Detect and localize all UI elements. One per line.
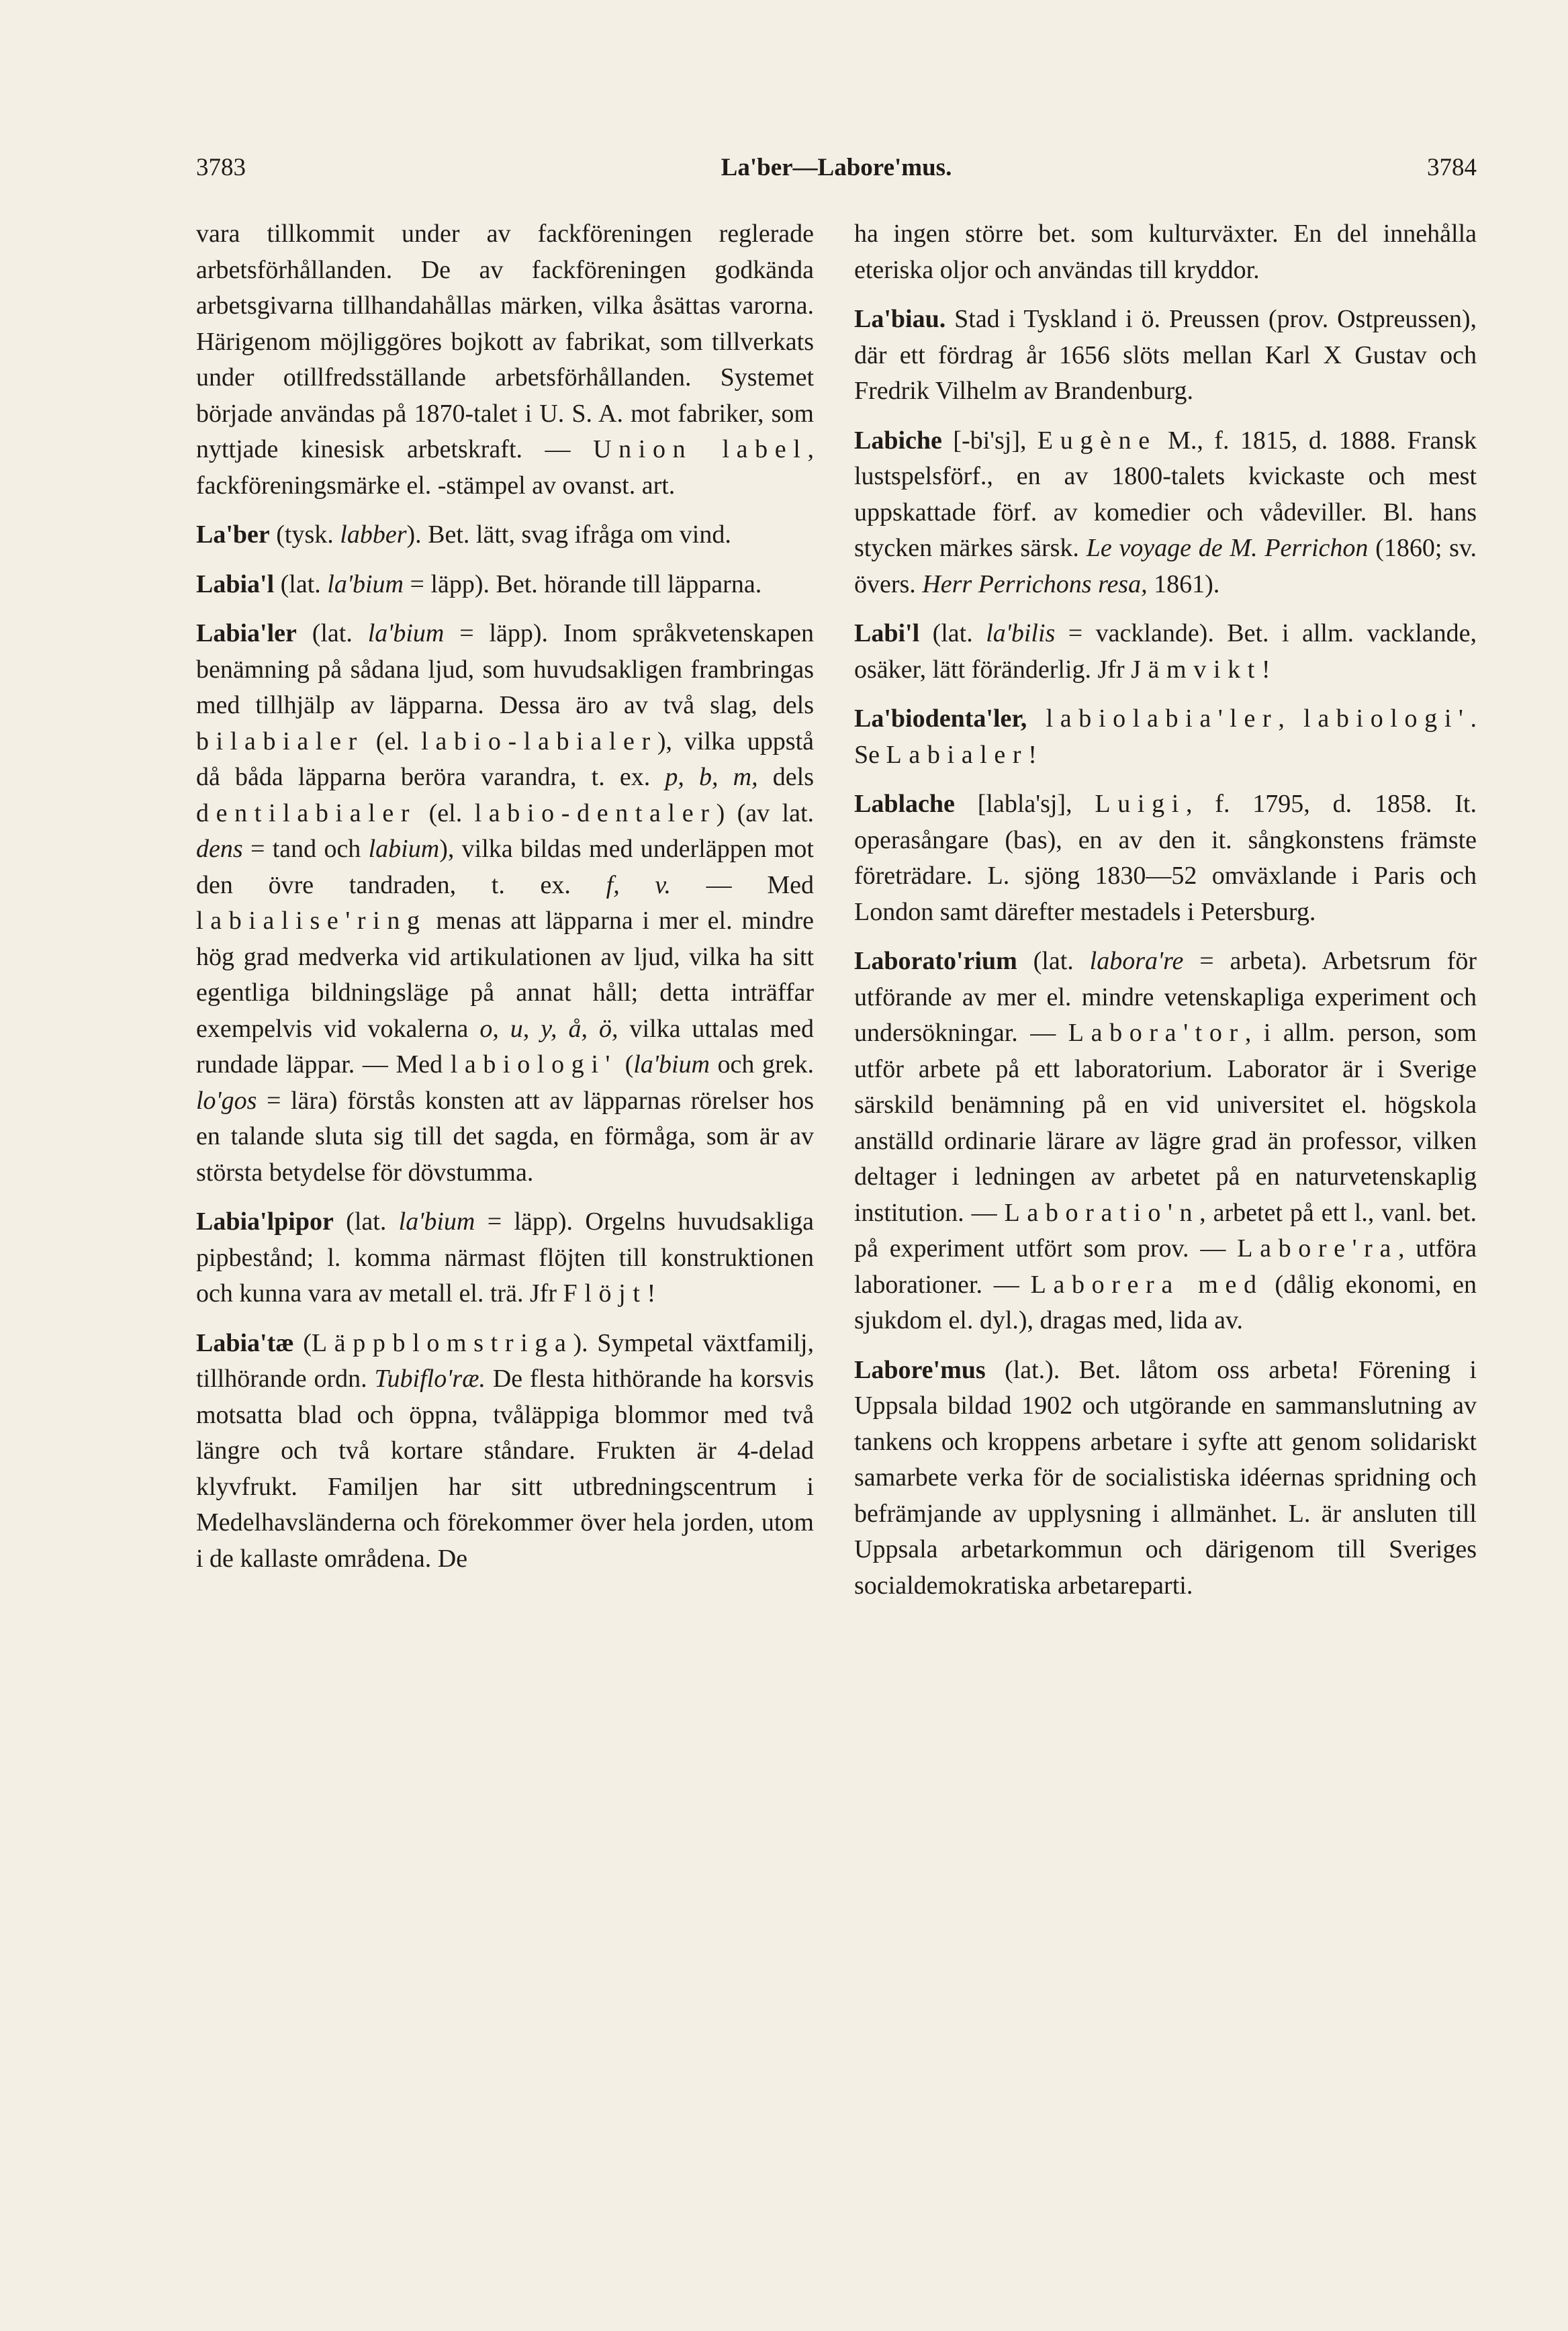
spaced-term: Jämvikt <box>1131 655 1262 684</box>
entry-text: Stad i Tyskland i ö. Preussen (prov. Ostpreussen), där ett fördrag år 1656 slöts mellan Karl X Gustav och Fredrik Vilhelm av Brandenburg. <box>854 305 1477 405</box>
italic-term: dens <box>196 835 243 863</box>
entry-text: ), vilka bildas med underläppen mot den övre tandraden, t. ex. <box>196 835 814 899</box>
italic-term: labber <box>340 520 407 549</box>
entry-text: (lat. <box>333 1207 399 1236</box>
entry-text: [labla'sj], <box>954 790 1095 818</box>
entry-text: ! <box>1028 740 1037 769</box>
italic-term: la'bilis <box>986 619 1056 647</box>
entry-text: ). Sympetal växtfamilj, tillhörande ordn. <box>196 1328 814 1393</box>
entry-text: — Med <box>670 870 815 899</box>
italic-term: o, u, y, å, ö, <box>479 1014 618 1043</box>
spaced-term: Laborera med <box>1030 1270 1264 1299</box>
headword: Labia'tæ <box>196 1328 294 1357</box>
italic-term: lo'gos <box>196 1086 257 1115</box>
entry-text: = läpp). Inom språkvetenskapen benämning på sådana ljud, som huvudsakligen frambringas med tillhjälp av läpparna. Dessa äro av två slag, dels <box>196 619 815 719</box>
headword: La'biau. <box>854 305 946 333</box>
italic-term: Le voyage de M. Perrichon <box>1086 534 1369 562</box>
entry-text: vara tillkommit under av fackföreningen reglerade arbetsförhållanden. De av fackföreningen godkända arbetsgivarna tillhandahållas märken, vilka åsättas varorna. Härigenom möjliggöres bojkott av fabrikat, som tillverkats under otillfredsställande arbetsförhållanden. Systemet började användas på 1870-talet i U. S. A. mot fabriker, som nyttjade kinesisk arbetskraft. — <box>196 220 814 463</box>
italic-term: la'bium <box>327 569 404 598</box>
spaced-term: Eugène <box>1037 426 1157 455</box>
italic-term: la'bium <box>398 1207 475 1236</box>
entry-labiatae <box>196 1326 814 1578</box>
entry-text: ) (av lat. <box>716 798 814 827</box>
spaced-term: Labora'tor <box>1068 1019 1245 1047</box>
entry-laboremus <box>854 1353 1477 1604</box>
right-column <box>854 216 1477 1604</box>
entry-text: De flesta hithörande ha korsvis motsatta blad och öppna, tvåläppiga blommor med två längre och två kortare ståndare. Frukten är 4-delad klyvfrukt. Familjen har sitt utbredningscentrum i Medelhavsländerna och förekommer över hela jorden, utom i de kallaste områdena. De <box>196 1365 814 1573</box>
headword: La'biodenta'ler, <box>854 704 1027 733</box>
running-title: La'ber—Labore'mus. <box>721 154 952 181</box>
entry-text: = tand och <box>242 835 369 863</box>
spaced-term: Flöjt <box>563 1279 647 1308</box>
entry-text: (tysk. <box>269 520 340 549</box>
spaced-term: labio-dentaler <box>474 798 717 827</box>
headword: Laborato'rium <box>854 947 1017 975</box>
italic-term: la'bium <box>367 619 445 647</box>
italic-term: Tubiflo'ræ. <box>374 1365 486 1393</box>
entry-text: ). Bet. lätt, svag ifråga om vind. <box>406 520 731 549</box>
entry-text: ), vilka uppstå då båda läpparna beröra varandra, t. ex. <box>196 727 814 791</box>
entry-text: = vacklande). Bet. i allm. vacklande, osäker, lätt föränderlig. Jfr <box>854 619 1477 684</box>
headword: La'ber <box>196 520 270 549</box>
entry-labil <box>854 616 1477 688</box>
italic-term: f, v. <box>606 870 671 899</box>
entry-text: , arbetet på ett l., vanl. bet. på experiment utfört som prov. — <box>854 1198 1477 1263</box>
entry-laboratorium <box>854 944 1477 1339</box>
entry-labialer <box>196 616 814 1191</box>
entry-text: = lära) förstås konsten att av läpparnas rörelser hos en talande sluta sig till det sagda, en förmåga, som är av största betydelse för dövstumma. <box>196 1086 814 1187</box>
spaced-term: Union label <box>593 435 808 463</box>
entry-text: , utföra laborationer. — <box>854 1234 1477 1299</box>
entry-labiche <box>854 423 1477 603</box>
entry-text: = läpp). Orgelns huvudsakliga pipbestånd; l. komma närmast flöjten till konstruktionen och kunna vara av metall el. trä. Jfr <box>196 1207 814 1308</box>
page-number-right: 3784 <box>1427 154 1477 181</box>
italic-term: labium <box>368 835 440 863</box>
spaced-term: Laboratio'n <box>1004 1198 1200 1227</box>
headword: Labia'ler <box>196 619 297 647</box>
entry-text: , i allm. person, som utför arbete på ett laboratorium. Laborator är i Sverige särskild benämning på en vid universitet el. högskola anställd ordinarie lärare av lägre grad än professor, vilken deltager i ledningen av arbetet på en naturvetenskaplig institution. — <box>854 1019 1477 1227</box>
entry-lablache <box>854 786 1477 930</box>
entry-text: dels <box>757 763 815 791</box>
entry-text: [-bi'sj], <box>941 426 1037 455</box>
entry-labialpipor <box>196 1204 814 1312</box>
entry-labiau <box>854 302 1477 410</box>
entry-text: och grek. <box>709 1050 815 1079</box>
entry-continuation-left <box>196 216 814 504</box>
spaced-term: labiolabia'ler <box>1046 704 1279 733</box>
page-header <box>196 153 1477 193</box>
entry-text: = arbeta). Arbetsrum för utförande av mer el. mindre vetenskapliga experiment och undersökningar. — <box>854 947 1477 1047</box>
spaced-term: labialise'ring <box>196 907 427 935</box>
spaced-term: Läppblomstriga <box>311 1328 573 1357</box>
page-number-left: 3783 <box>196 154 246 181</box>
entry-text: (lat.). Bet. låtom oss arbeta! Förening i Uppsala bildad 1902 och utgörande en sammanslutning av tankens och kroppens arbetare i syfte att genom solidariskt samarbete verka för de socialistiska idéernas spridning och befrämjande av upplysning i allmänhet. L. är ansluten till Uppsala arbetarkommun och därigenom till Sveriges socialdemokratiska arbetareparti. <box>854 1355 1477 1600</box>
entry-text: , fackföreningsmärke el. -stämpel av ovanst. art. <box>196 435 815 500</box>
headword: Labiche <box>854 426 942 455</box>
entry-text: 1861). <box>1147 569 1220 598</box>
headword: Labia'lpipor <box>196 1207 334 1236</box>
spaced-term: dentilabialer <box>196 798 417 827</box>
entry-text: ( <box>293 1328 312 1357</box>
entry-text: ! <box>1261 655 1271 684</box>
entry-text: , f. 1795, d. 1858. It. operasångare (bas), en av den it. sångkonstens främste företrädare. L. sjöng 1830—52 omväxlande i Paris och London samt därefter mestadels i Petersburg. <box>854 790 1477 926</box>
entry-labiodentaler <box>854 701 1477 773</box>
headword: Labore'mus <box>854 1355 986 1384</box>
italic-term: la'bium <box>633 1050 710 1079</box>
headword: Labia'l <box>196 569 275 598</box>
italic-term: p, b, m, <box>665 763 758 791</box>
headword: Lablache <box>854 790 955 818</box>
entry-text: (1860; sv. övers. <box>854 534 1477 598</box>
entry-text: vilka uttalas med rundade läppar. — Med <box>196 1014 814 1079</box>
entry-text: ! <box>647 1279 656 1308</box>
entry-text: . Se <box>854 704 1477 769</box>
entry-text: (el. <box>416 798 475 827</box>
entry-laber <box>196 517 814 553</box>
entry-text: (el. <box>363 727 422 756</box>
entry-text: ha ingen större bet. som kulturväxter. En del innehålla eteriska oljor och användas till kryddor. <box>854 220 1477 284</box>
italic-term: labora're <box>1089 947 1184 975</box>
entry-labial <box>196 567 814 603</box>
spaced-term: labiologi' <box>1303 704 1471 733</box>
spaced-term: labiologi' <box>450 1050 618 1079</box>
spaced-term: Labialer <box>886 740 1029 769</box>
spaced-term: labio-labialer <box>421 727 657 756</box>
entry-text: ( <box>617 1050 634 1079</box>
entry-text: (lat. <box>274 569 328 598</box>
entry-text: menas att läpparna i mer el. mindre hög grad medverka vid artikulationen av ljud, vilka ha sitt egentliga bildningsläge på annat håll; detta inträffar exempelvis vid vokalerna <box>196 907 814 1043</box>
italic-term: Herr Perrichons resa, <box>922 569 1148 598</box>
entry-text: , <box>1278 704 1304 733</box>
left-column <box>196 216 814 1577</box>
spaced-term: Labore'ra <box>1237 1234 1398 1263</box>
entry-continuation-right <box>854 216 1477 288</box>
entry-text: (lat. <box>296 619 368 647</box>
entry-text: (lat. <box>919 619 986 647</box>
entry-text: (dålig ekonomi, en sjukdom el. dyl.), dragas med, lida av. <box>854 1270 1477 1334</box>
entry-text <box>1027 704 1046 733</box>
entry-text: = läpp). Bet. hörande till läpparna. <box>403 569 762 598</box>
spaced-term: bilabialer <box>196 727 364 756</box>
headword: Labi'l <box>854 619 920 647</box>
entry-text: (lat. <box>1017 947 1090 975</box>
entry-text: M., f. 1815, d. 1888. Fransk lustspelsförf., en av 1800-talets kvickaste och mest uppskattade förf. av komedier och vådeviller. Bl. hans stycken märkes särsk. <box>854 426 1477 562</box>
spaced-term: Luigi <box>1095 790 1186 818</box>
